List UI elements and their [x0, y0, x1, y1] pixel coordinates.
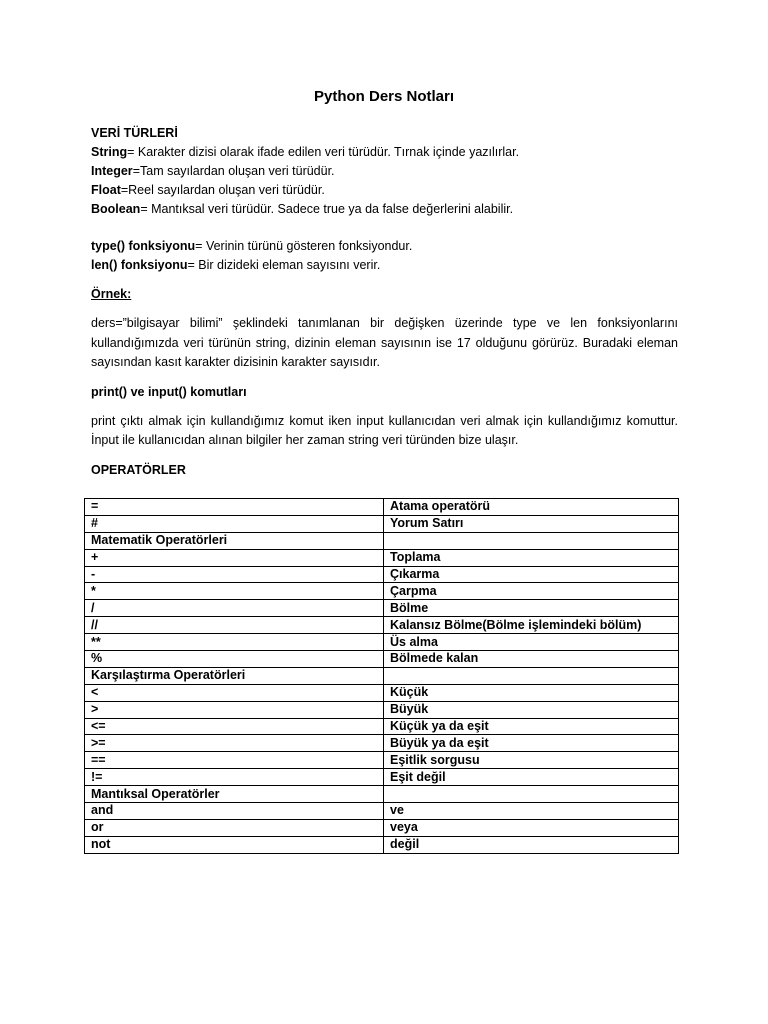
function-line	[91, 256, 678, 275]
table-row	[85, 515, 679, 532]
operator-description-cell: Bölmede kalan	[384, 651, 679, 668]
operator-description-cell: Çarpma	[384, 583, 679, 600]
operator-cell: Matematik Operatörleri	[85, 532, 384, 549]
operator-cell: =	[85, 499, 384, 516]
operator-description-cell	[384, 532, 679, 549]
operator-cell: #	[85, 515, 384, 532]
ornek-heading: Örnek:	[91, 287, 132, 301]
operator-description-cell: veya	[384, 819, 679, 836]
spacer	[91, 219, 678, 237]
veri-turleri-heading: VERİ TÜRLERİ	[91, 126, 178, 140]
function-text: = Bir dizideki eleman sayısını verir.	[187, 258, 381, 272]
definition-text: =Reel sayılardan oluşan veri türüdür.	[120, 183, 325, 197]
operator-cell: **	[85, 634, 384, 651]
operators-table-body	[85, 499, 679, 854]
spacer	[91, 275, 678, 285]
operator-cell: //	[85, 617, 384, 634]
table-row	[85, 499, 679, 516]
table-row	[85, 701, 679, 718]
operators-table	[84, 498, 679, 854]
table-row	[85, 583, 679, 600]
operator-cell: <=	[85, 718, 384, 735]
table-row	[85, 836, 679, 853]
document-body	[91, 124, 678, 480]
operator-description-cell: Büyük ya da eşit	[384, 735, 679, 752]
table-row	[85, 684, 679, 701]
operator-description-cell: değil	[384, 836, 679, 853]
operator-description-cell: Atama operatörü	[384, 499, 679, 516]
operator-cell: /	[85, 600, 384, 617]
function-term: len() fonksiyonu	[91, 258, 188, 272]
operatorler-heading: OPERATÖRLER	[91, 462, 186, 477]
table-row	[85, 786, 679, 803]
operator-cell: -	[85, 566, 384, 583]
definition-line	[91, 181, 678, 200]
table-row	[85, 617, 679, 634]
table-row	[85, 600, 679, 617]
spacer	[91, 451, 678, 461]
ornek-paragraph: ders=”bilgisayar bilimi” şeklindeki tanımlanan bir değişken üzerinde type ve len fonksiyonlarını kullandığımızda veri türünün string, dizinin eleman sayısının ise 17 olduğunu görürüz. Buradaki eleman sayısından kasıt karakter dizisinin karakter sayısıdır.	[91, 316, 678, 369]
table-row	[85, 667, 679, 684]
operator-description-cell: Kalansız Bölme(Bölme işlemindeki bölüm)	[384, 617, 679, 634]
operator-cell: Mantıksal Operatörler	[85, 786, 384, 803]
definition-text: = Karakter dizisi olarak ifade edilen veri türüdür. Tırnak içinde yazılırlar.	[127, 145, 520, 159]
operator-cell: +	[85, 549, 384, 566]
definition-term: Boolean	[91, 202, 141, 216]
operator-description-cell	[384, 786, 679, 803]
operator-description-cell: Bölme	[384, 600, 679, 617]
table-row	[85, 803, 679, 820]
operator-description-cell: Yorum Satırı	[384, 515, 679, 532]
operator-description-cell: Toplama	[384, 549, 679, 566]
operator-cell: ==	[85, 752, 384, 769]
table-row	[85, 718, 679, 735]
operator-cell: >=	[85, 735, 384, 752]
operator-cell: *	[85, 583, 384, 600]
function-line	[91, 237, 678, 256]
definition-term: String	[91, 145, 128, 159]
definition-line	[91, 162, 678, 181]
function-text: = Verinin türünü gösteren fonksiyondur.	[195, 239, 413, 253]
operator-cell: or	[85, 819, 384, 836]
operator-cell: %	[85, 651, 384, 668]
table-row	[85, 769, 679, 786]
table-row	[85, 634, 679, 651]
function-term: type() fonksiyonu	[91, 239, 196, 253]
table-row	[85, 651, 679, 668]
operator-description-cell: Eşit değil	[384, 769, 679, 786]
operator-description-cell: Çıkarma	[384, 566, 679, 583]
operator-cell: and	[85, 803, 384, 820]
page-title: Python Ders Notları	[313, 88, 455, 105]
table-row	[85, 566, 679, 583]
definition-text: =Tam sayılardan oluşan veri türüdür.	[132, 164, 335, 178]
definition-text: = Mantıksal veri türüdür. Sadece true ya da false değerlerini alabilir.	[140, 202, 514, 216]
print-input-paragraph: print çıktı almak için kullandığımız komut iken input kullanıcıdan veri almak için kullandığımız komuttur. İnput ile kullanıcıdan alınan bilgiler her zaman string veri türünden bize ulaşır.	[91, 413, 678, 447]
table-row	[85, 752, 679, 769]
operator-description-cell: Küçük	[384, 684, 679, 701]
table-row	[85, 735, 679, 752]
print-input-heading: print() ve input() komutları	[91, 384, 247, 399]
table-row	[85, 532, 679, 549]
definition-line	[91, 200, 678, 219]
operator-description-cell: Büyük	[384, 701, 679, 718]
definition-line	[91, 143, 678, 162]
operator-cell: >	[85, 701, 384, 718]
operator-description-cell: Üs alma	[384, 634, 679, 651]
operator-cell: Karşılaştırma Operatörleri	[85, 667, 384, 684]
definition-term: Float	[91, 183, 121, 197]
operator-description-cell	[384, 667, 679, 684]
spacer	[91, 373, 678, 383]
table-row	[85, 819, 679, 836]
spacer	[91, 304, 678, 314]
operator-cell: not	[85, 836, 384, 853]
table-row	[85, 549, 679, 566]
spacer	[91, 402, 678, 412]
operator-description-cell: Eşitlik sorgusu	[384, 752, 679, 769]
operator-description-cell: Küçük ya da eşit	[384, 718, 679, 735]
operator-cell: !=	[85, 769, 384, 786]
operator-cell: <	[85, 684, 384, 701]
operator-description-cell: ve	[384, 803, 679, 820]
definition-term: Integer	[91, 164, 133, 178]
